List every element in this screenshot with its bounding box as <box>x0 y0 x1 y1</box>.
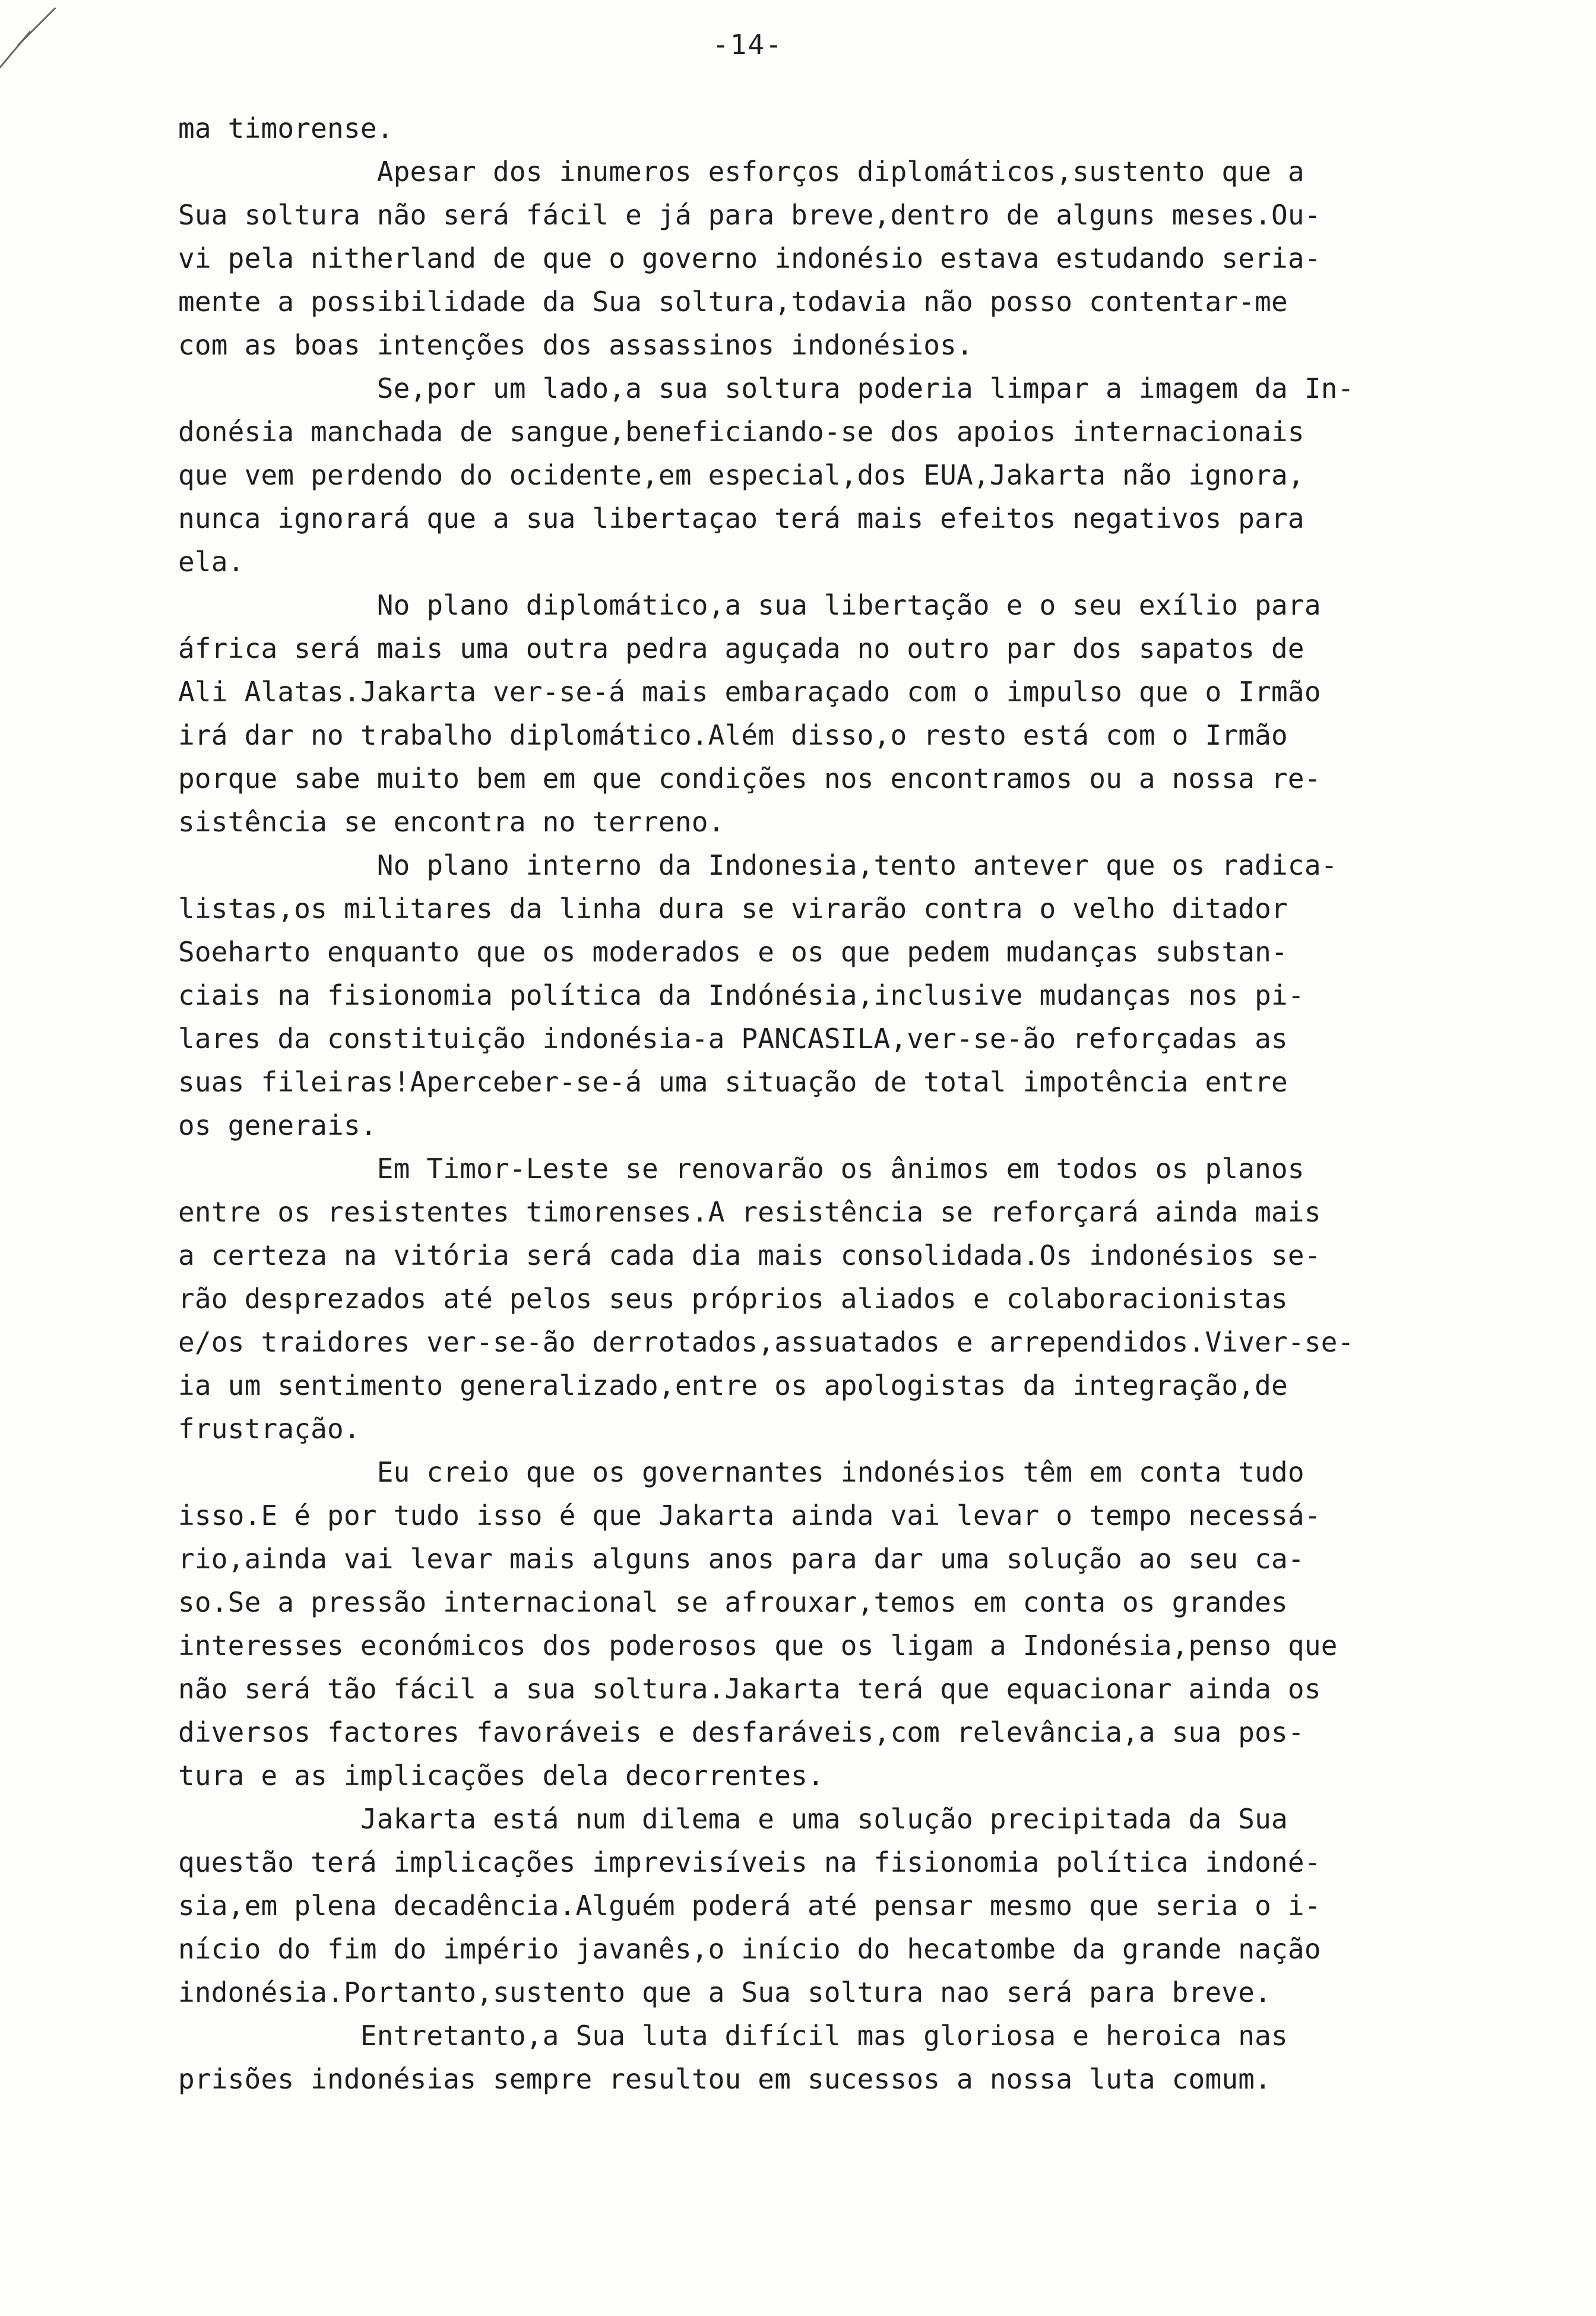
text-line: sia,em plena decadência.Alguém poderá até pensar mesmo que seria o i- <box>178 1890 1321 1922</box>
text-line: Em Timor-Leste se renovarão os ânimos em todos os planos <box>178 1153 1304 1185</box>
text-line: rão desprezados até pelos seus próprios aliados e colaboracionistas <box>178 1283 1288 1315</box>
text-line: so.Se a pressão internacional se afrouxar,temos em conta os grandes <box>178 1586 1288 1618</box>
text-line: No plano diplomático,a sua libertação e o seu exílio para <box>178 589 1321 621</box>
text-line: a certeza na vitória será cada dia mais consolidada.Os indonésios se- <box>178 1239 1321 1271</box>
text-line: donésia manchada de sangue,beneficiando-se dos apoios internacionais <box>178 416 1304 448</box>
body-text <box>178 107 1461 2101</box>
text-line: Entretanto,a Sua luta difícil mas gloriosa e heroica nas <box>178 2020 1288 2052</box>
text-line: interesses económicos dos poderosos que os ligam a Indonésia,penso que <box>178 1630 1338 1662</box>
text-line: ela. <box>178 546 245 578</box>
text-line: Apesar dos inumeros esforços diplomáticos,sustento que a <box>178 156 1304 188</box>
text-line: que vem perdendo do ocidente,em especial,dos EUA,Jakarta não ignora, <box>178 459 1304 491</box>
text-line: vi pela nitherland de que o governo indonésio estava estudando seria- <box>178 242 1321 274</box>
text-line: ia um sentimento generalizado,entre os apologistas da integração,de <box>178 1369 1288 1401</box>
text-line: indonésia.Portanto,sustento que a Sua soltura nao será para breve. <box>178 1976 1272 2008</box>
text-line: suas fileiras!Aperceber-se-á uma situação de total impotência entre <box>178 1066 1288 1098</box>
text-line: com as boas intenções dos assassinos indonésios. <box>178 329 973 361</box>
text-line: No plano interno da Indonesia,tento antever que os radica- <box>178 849 1338 881</box>
text-line: irá dar no trabalho diplomático.Além disso,o resto está com o Irmão <box>178 719 1288 751</box>
text-line: ciais na fisionomia política da Indónésia,inclusive mudanças nos pi- <box>178 979 1304 1011</box>
text-line: Ali Alatas.Jakarta ver-se-á mais embaraçado com o impulso que o Irmão <box>178 676 1321 708</box>
text-line: prisões indonésias sempre resultou em sucessos a nossa luta comum. <box>178 2063 1272 2095</box>
text-line: frustração. <box>178 1413 360 1445</box>
text-line: questão terá implicações imprevisíveis na fisionomia política indoné- <box>178 1846 1321 1878</box>
text-line: tura e as implicações dela decorrentes. <box>178 1760 824 1792</box>
text-line: não será tão fácil a sua soltura.Jakarta terá que equacionar ainda os <box>178 1673 1321 1705</box>
text-line: rio,ainda vai levar mais alguns anos para dar uma solução ao seu ca- <box>178 1543 1304 1575</box>
text-line: porque sabe muito bem em que condições nos encontramos ou a nossa re- <box>178 762 1321 795</box>
text-line: e/os traidores ver-se-ão derrotados,assuatados e arrependidos.Viver-se- <box>178 1326 1354 1358</box>
text-line: diversos factores favoráveis e desfaráveis,com relevância,a sua pos- <box>178 1716 1304 1748</box>
page-number: -14- <box>712 29 783 61</box>
text-line: Soeharto enquanto que os moderados e os que pedem mudanças substan- <box>178 936 1288 968</box>
text-line: listas,os militares da linha dura se virarão contra o velho ditador <box>178 893 1288 925</box>
text-line: entre os resistentes timorenses.A resistência se reforçará ainda mais <box>178 1196 1321 1228</box>
text-line: Se,por um lado,a sua soltura poderia limpar a imagem da In- <box>178 372 1354 404</box>
text-line: ma timorense. <box>178 112 394 144</box>
text-line: Sua soltura não será fácil e já para breve,dentro de alguns meses.Ou- <box>178 199 1321 231</box>
text-line: Eu creio que os governantes indonésios têm em conta tudo <box>178 1456 1304 1488</box>
text-line: lares da constituição indonésia-a PANCASILA,ver-se-ão reforçadas as <box>178 1023 1288 1055</box>
text-line: os generais. <box>178 1109 377 1141</box>
text-line: Jakarta está num dilema e uma solução precipitada da Sua <box>178 1803 1288 1835</box>
margin-scratch-mark <box>0 31 31 82</box>
text-line: áfrica será mais uma outra pedra aguçada no outro par dos sapatos de <box>178 632 1304 665</box>
text-line: isso.E é por tudo isso é que Jakarta ainda vai levar o tempo necessá- <box>178 1499 1321 1532</box>
text-line: sistência se encontra no terreno. <box>178 806 725 838</box>
margin-scratch-mark <box>17 7 56 46</box>
text-line: nício do fim do império javanês,o início do hecatombe da grande nação <box>178 1933 1321 1965</box>
text-line: mente a possibilidade da Sua soltura,todavia não posso contentar-me <box>178 286 1288 318</box>
text-line: nunca ignorará que a sua libertaçao terá mais efeitos negativos para <box>178 502 1304 534</box>
